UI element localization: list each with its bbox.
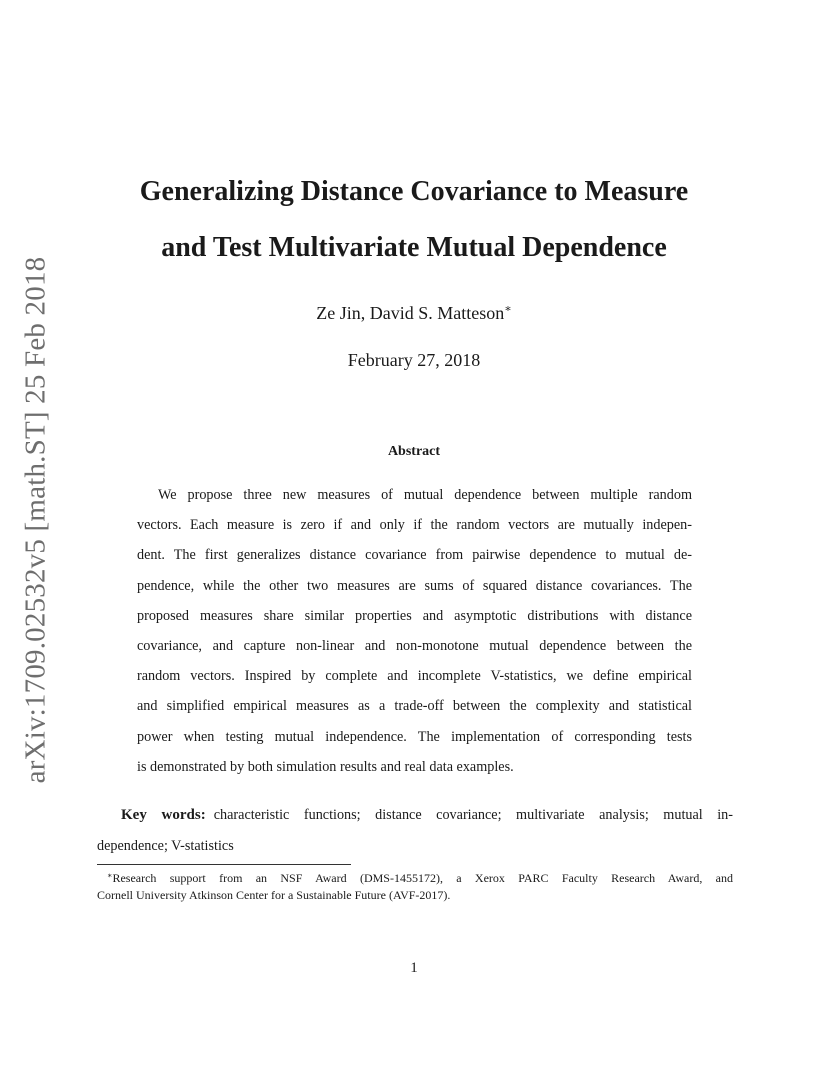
authors — [0, 302, 828, 324]
abstract-body — [137, 480, 692, 782]
paper-title — [0, 164, 828, 276]
footnote — [97, 867, 733, 904]
footnote-text-1: Research support from an NSF Award (DMS-1455172), a Xerox PARC Faculty Research Award, and — [112, 871, 733, 885]
abstract-line: pendence, while the other two measures are sums of squared distance covariances. The — [137, 577, 692, 594]
footnote-marker: ∗ — [107, 871, 113, 880]
abstract-line: vectors. Each measure is zero if and only if the random vectors are mutually indepen- — [137, 517, 692, 534]
footnote-line-1 — [97, 867, 733, 887]
keywords-text-1: characteristic functions; distance covariance; multivariate analysis; mutual in- — [213, 807, 734, 823]
title-line-1: Generalizing Distance Covariance to Measure — [139, 176, 689, 207]
abstract-line: and simplified empirical measures as a trade-off between the complexity and statistical — [137, 698, 692, 715]
abstract-line: proposed measures share similar properties and asymptotic distributions with distance — [137, 607, 692, 624]
author-names: Ze Jin, David S. Matteson — [316, 303, 505, 323]
title-line-2: and Test Multivariate Mutual Dependence — [161, 232, 667, 263]
abstract-line: power when testing mutual independence. The implementation of corresponding tests — [137, 728, 692, 745]
footnote-divider — [97, 864, 351, 865]
author-footnote-marker: ∗ — [504, 303, 512, 315]
publication-date: February 27, 2018 — [347, 350, 481, 370]
arxiv-stamp: arXiv:1709.02532v5 [math.ST] 25 Feb 2018 — [19, 256, 52, 784]
abstract-line: random vectors. Inspired by complete and incomplete V-statistics, we define empirical — [137, 668, 692, 685]
keywords-text-2: dependence; V-statistics — [97, 838, 234, 854]
footnote-text-2: Cornell University Atkinson Center for a Sustainable Future (AVF-2017). — [97, 888, 451, 902]
abstract-line: dent. The first generalizes distance covariance from pairwise dependence to mutual de- — [137, 547, 692, 564]
keywords — [97, 800, 733, 862]
abstract-heading: Abstract — [387, 444, 441, 459]
abstract-line: covariance, and capture non-linear and non-monotone mutual dependence between the — [137, 638, 692, 655]
keywords-line-1 — [97, 800, 733, 831]
page-number: 1 — [410, 960, 418, 976]
abstract-line: is demonstrated by both simulation results and real data examples. — [137, 758, 514, 775]
keywords-label: Key words: — [121, 807, 206, 823]
abstract-line: We propose three new measures of mutual dependence between multiple random — [158, 487, 692, 503]
